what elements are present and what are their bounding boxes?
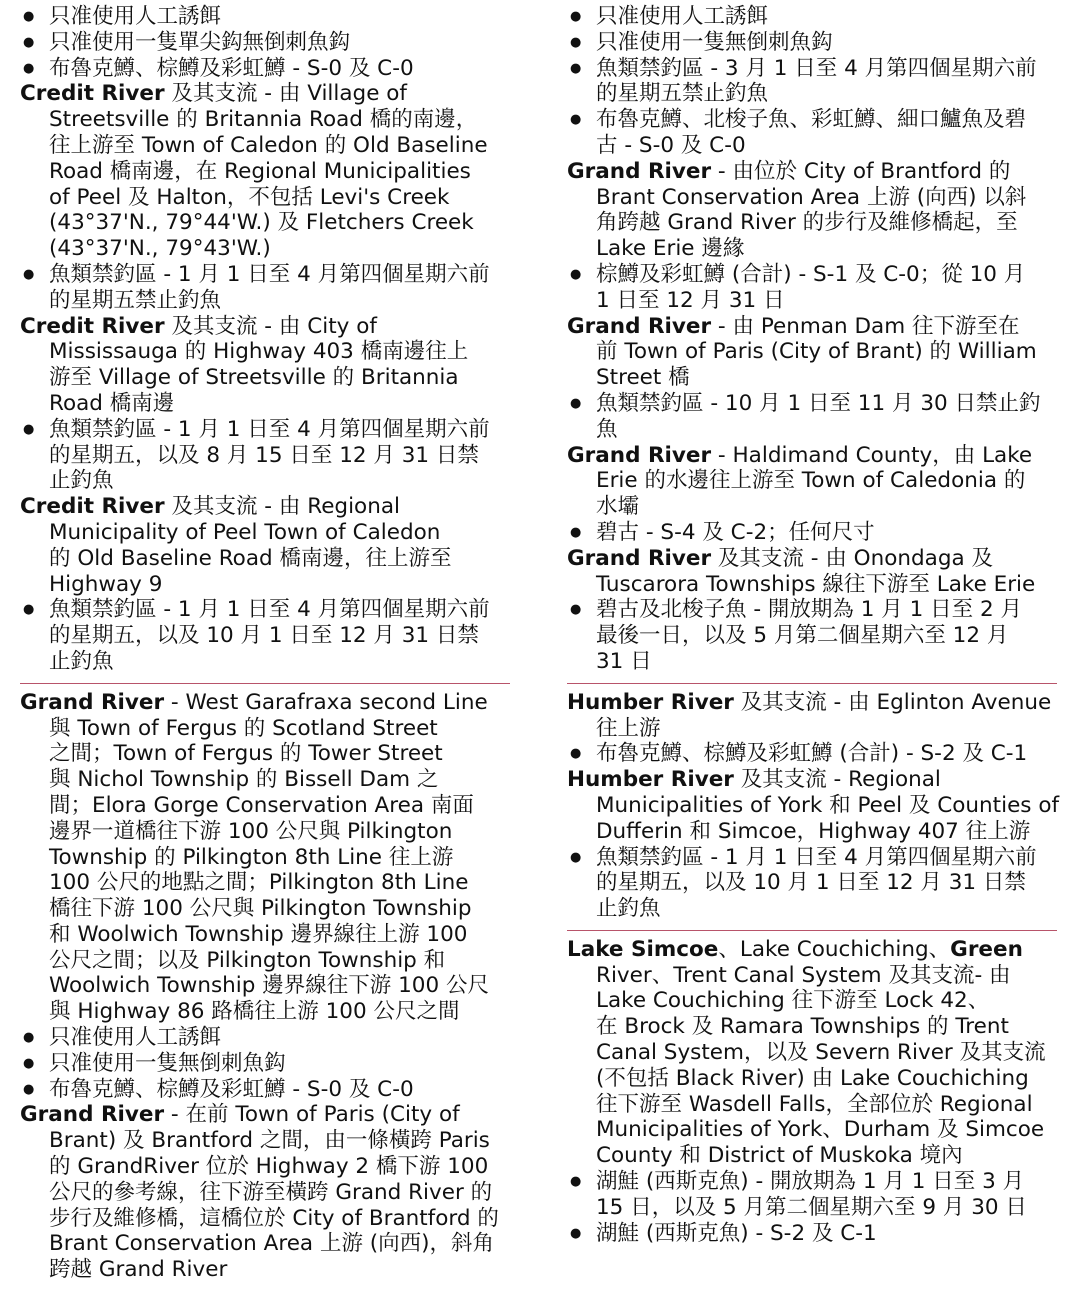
bullet-item: ● 湖鮭 (西斯克魚) - 開放期為 1 月 1 日至 3 月 15 日，以及 5 月第二個星期六至 9 月 30 日	[567, 1169, 1057, 1221]
bullet-item: ● 湖鮭 (西斯克魚) - S-2 及 C-1	[567, 1221, 1057, 1247]
water-heading: Credit River 及其支流 - 由 Regional	[20, 494, 400, 520]
bullet-item: ● 碧古 - S-4 及 C-2；任何尺寸	[567, 520, 1057, 546]
bullet-item: ● 魚類禁釣區 - 1 月 1 日至 4 月第四個星期六前 的星期五，以及 8 月 15 日至 12 月 31 日禁 止釣魚	[20, 417, 510, 494]
bullet-item: ● 棕鱒及彩虹鱒 (合計) - S-1 及 C-0；從 10 月 1 日至 12 月 31 日	[567, 262, 1057, 314]
right-column	[567, 4, 1060, 1246]
water-heading: Grand River - West Garafraxa second Line	[20, 689, 488, 715]
bullet-item: ● 魚類禁釣區 - 10 月 1 日至 11 月 30 日禁止釣 魚	[567, 391, 1057, 443]
bullet-item: ● 只准使用人工誘餌	[20, 1025, 510, 1051]
right-block-2: Humber River 及其支流 - 由 Eglinton Avenue 往上游 ● 布魯克鱒、棕鱒及彩虹鱒 (合計) - S-2 及 C-1 Humber River 及其支流 - Regional Municipalities of York 和 Peel 及 Counties of Dufferin 和 Simcoe，Highway 407 往上游 ● 魚類禁釣區 - 1 月 1 日至 4 月第四個星期六前 的星期五，以及 10 月 1 日至 12 月 31 日禁 止釣魚	[567, 690, 1057, 922]
water-heading: Credit River 及其支流 - 由 Village of	[20, 81, 407, 107]
bullet-item: ● 魚類禁釣區 - 1 月 1 日至 4 月第四個星期六前 的星期五，以及 10 月 1 日至 12 月 31 日禁 止釣魚	[20, 597, 510, 674]
water-heading: Humber River 及其支流 - Regional	[567, 767, 941, 793]
bullet-item: ● 布魯克鱒、棕鱒及彩虹鱒 - S-0 及 C-0	[20, 1077, 510, 1103]
left-column	[20, 4, 510, 1283]
bullet-item: ● 魚類禁釣區 - 1 月 1 日至 4 月第四個星期六前 的星期五，以及 10 月 1 日至 12 月 31 日禁 止釣魚	[567, 845, 1057, 922]
bullet-item: ● 只准使用一隻無倒刺魚鈎	[567, 30, 1057, 56]
water-heading: Grand River - 在前 Town of Paris (City of	[20, 1102, 460, 1128]
left-block-1: ● 只准使用人工誘餌 ● 只准使用一隻單尖鈎無倒刺魚鈎 ● 布魯克鱒、棕鱒及彩虹鱒 - S-0 及 C-0 Credit River 及其支流 - 由 Village of Streetsville 的 Britannia Road 橋的南邊， 往上游至 Town of Caledon 的 Old Baseline Road 橋南邊，在 Regional Municipalities of Peel 及 Halton，不包括 Levi's Creek (43°37'N., 79°44'W.) 及 Fletchers Creek (43°37'N., 79°43'W.) ● 魚類禁釣區 - 1 月 1 日至 4 月第四個星期六前 的星期五禁止釣魚 Credit River 及其支流 - 由 City of Mississauga 的 Highway 403 橋南邊往上 游至 Village of Streetsville 的 Britannia Road 橋南邊 ● 魚類禁釣區 - 1 月 1 日至 4 月第四個星期六前 的星期五，以及 8 月 15 日至 12 月 31 日禁 止釣魚 Credit River 及其支流 - 由 Regional Municipality of Peel Town of Caledon 的 Old Baseline Road 橋南邊，往上游至 Highway 9 ● 魚類禁釣區 - 1 月 1 日至 4 月第四個星期六前 的星期五，以及 10 月 1 日至 12 月 31 日禁 止釣魚	[20, 4, 510, 675]
water-heading: Lake Simcoe、Lake Couchiching、Green	[567, 936, 1023, 962]
water-heading: Grand River - 由位於 City of Brantford 的	[567, 158, 1011, 184]
section-divider	[20, 683, 510, 684]
water-heading: Grand River - Haldimand County，由 Lake	[567, 442, 1033, 468]
bullet-item: ● 只准使用一隻無倒刺魚鈎	[20, 1051, 510, 1077]
water-heading: Grand River - 由 Penman Dam 往下游至在	[567, 313, 1020, 339]
bullet-item: ● 布魯克鱒、棕鱒及彩虹鱒 - S-0 及 C-0	[20, 56, 510, 82]
left-block-2: Grand River - West Garafraxa second Line 與 Town of Fergus 的 Scotland Street 之間；Town of Fergus 的 Tower Street 與 Nichol Township 的 Bissell Dam 之 間；Elora Gorge Conservation Area 南面 邊界一道橋往下游 100 公尺與 Pilkington Township 的 Pilkington 8th Line 往上游 100 公尺的地點之間；Pilkington 8th Line 橋往下游 100 公尺與 Pilkington Township 和 Woolwich Township 邊界線往上游 100 公尺之間；以及 Pilkington Township 和 Woolwich Township 邊界線往下游 100 公尺 與 Highway 86 路橋往上游 100 公尺之間 ● 只准使用人工誘餌 ● 只准使用一隻無倒刺魚鈎 ● 布魯克鱒、棕鱒及彩虹鱒 - S-0 及 C-0 Grand River - 在前 Town of Paris (City of Brant) 及 Brantford 之間，由一條橫跨 Paris 的 GrandRiver 位於 Highway 2 橋下游 100 公尺的參考線，往下游至橫跨 Grand River 的 步行及維修橋，這橋位於 City of Brantford 的 Brant Conservation Area 上游 (向西)，斜角 跨越 Grand River	[20, 690, 510, 1283]
bullet-item: ● 碧古及北梭子魚 - 開放期為 1 月 1 日至 2 月 最後一日，以及 5 月第二個星期六至 12 月 31 日	[567, 597, 1057, 674]
bullet-item: ● 魚類禁釣區 - 3 月 1 日至 4 月第四個星期六前 的星期五禁止釣魚	[567, 56, 1057, 108]
bullet-item: ● 魚類禁釣區 - 1 月 1 日至 4 月第四個星期六前 的星期五禁止釣魚	[20, 262, 510, 314]
bullet-item: ● 只准使用一隻單尖鈎無倒刺魚鈎	[20, 30, 510, 56]
bullet-item: ● 只准使用人工誘餌	[20, 4, 510, 30]
water-heading: Grand River 及其支流 - 由 Onondaga 及	[567, 545, 993, 571]
section-divider	[567, 683, 1057, 684]
bullet-item: ● 只准使用人工誘餌	[567, 4, 1057, 30]
bullet-item: ● 布魯克鱒、棕鱒及彩虹鱒 (合計) - S-2 及 C-1	[567, 741, 1057, 767]
right-block-1: ● 只准使用人工誘餌 ● 只准使用一隻無倒刺魚鈎 ● 魚類禁釣區 - 3 月 1 日至 4 月第四個星期六前 的星期五禁止釣魚 ● 布魯克鱒、北梭子魚、彩虹鱒、細口鱸魚及碧 古 - S-0 及 C-0 Grand River - 由位於 City of Brantford 的 Brant Conservation Area 上游 (向西) 以斜 角跨越 Grand River 的步行及維修橋起，至 Lake Erie 邊緣 ● 棕鱒及彩虹鱒 (合計) - S-1 及 C-0；從 10 月 1 日至 12 月 31 日 Grand River - 由 Penman Dam 往下游至在 前 Town of Paris (City of Brant) 的 William Street 橋 ● 魚類禁釣區 - 10 月 1 日至 11 月 30 日禁止釣 魚 Grand River - Haldimand County，由 Lake Erie 的水邊往上游至 Town of Caledonia 的 水壩 ● 碧古 - S-4 及 C-2；任何尺寸 Grand River 及其支流 - 由 Onondaga 及 Tuscarora Townships 線往下游至 Lake Erie ● 碧古及北梭子魚 - 開放期為 1 月 1 日至 2 月 最後一日，以及 5 月第二個星期六至 12 月 31 日	[567, 4, 1057, 675]
bullet-item: ● 布魯克鱒、北梭子魚、彩虹鱒、細口鱸魚及碧 古 - S-0 及 C-0	[567, 107, 1057, 159]
water-heading: Credit River 及其支流 - 由 City of	[20, 313, 377, 339]
section-divider	[567, 930, 1057, 931]
right-block-3: Lake Simcoe、Lake Couchiching、Green River、Trent Canal System 及其支流- 由 Lake Couchiching 往下游至 Lock 42、 在 Brock 及 Ramara Townships 的 Trent Canal System，以及 Severn River 及其支流 (不包括 Black River) 由 Lake Couchiching 往下游至 Wasdell Falls，全部位於 Regional Municipalities of York、Durham 及 Simcoe County 和 District of Muskoka 境內 ● 湖鮭 (西斯克魚) - 開放期為 1 月 1 日至 3 月 15 日，以及 5 月第二個星期六至 9 月 30 日 ● 湖鮭 (西斯克魚) - S-2 及 C-1	[567, 937, 1057, 1247]
water-heading: Humber River 及其支流 - 由 Eglinton Avenue	[567, 689, 1052, 715]
